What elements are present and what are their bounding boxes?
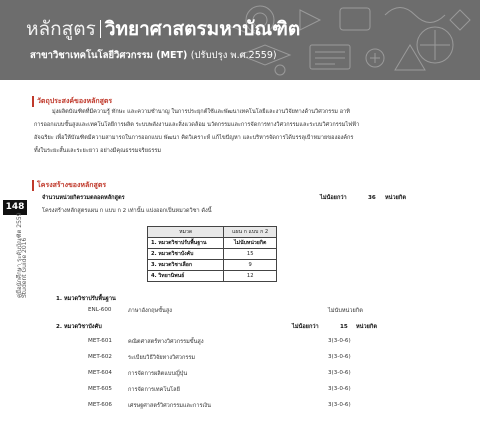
- header-banner: [0, 0, 480, 80]
- title-degree: วิทยาศาสตรมหาบัณฑิต: [104, 18, 301, 40]
- course-code: ENL-600: [88, 307, 112, 313]
- table-row: [148, 271, 277, 282]
- list-item: [88, 338, 468, 349]
- course-name: ระเบียบวิธีวิจัยทางวิศวกรรม: [128, 355, 196, 361]
- table-header-category: หมวด: [148, 227, 224, 238]
- section-2-min: ไม่น้อยกว่า: [292, 324, 319, 330]
- course-credit: 3(3-0-6): [328, 370, 351, 376]
- side-guide-text: [6, 212, 28, 308]
- side-guide-english: Student Guide 2016: [21, 237, 28, 298]
- table-cell-credits: 12: [224, 271, 277, 282]
- list-item: [88, 386, 468, 397]
- course-name: คณิตศาสตร์ทางวิศวกรรมขั้นสูง: [128, 339, 204, 345]
- course-code: MET-602: [88, 354, 112, 360]
- program-revision: (ปรับปรุง พ.ศ.2559): [190, 50, 277, 61]
- program-name: สาขาวิชาเทคโนโลยีวิศวกรรม (MET): [30, 50, 188, 61]
- course-name: เศรษฐศาสตร์วิศวกรรมและการเงิน: [128, 403, 211, 409]
- course-name: การจัดการเทคโนโลยี: [128, 387, 180, 393]
- title-divider: [100, 20, 101, 38]
- objective-line-2: การออกแบบขั้นสูงและเทคโนโลยีการผลิต ระบบพลังงานและสิ่งแวดล้อม นวัตกรรมและการจัดการทางวิศวกรรมและระบบวิศวกรรมไฟฟ้า: [34, 122, 360, 128]
- table-cell-credits: ไม่นับหน่วยกิต: [224, 238, 277, 249]
- side-guide-thai: คู่มือนักศึกษา ระดับบัณฑิต 2559: [16, 212, 23, 298]
- table-row: [148, 249, 277, 260]
- page-number: 148: [3, 200, 27, 215]
- list-item: [88, 307, 468, 318]
- course-credit: 3(3-0-6): [328, 386, 351, 392]
- table-cell-category: 2. หมวดวิชาบังคับ: [148, 249, 224, 260]
- table-cell-category: 1. หมวดวิชาปรับพื้นฐาน: [148, 238, 224, 249]
- course-code: MET-604: [88, 370, 112, 376]
- section-2-title: 2. หมวดวิชาบังคับ: [56, 324, 102, 330]
- table-header-plan: แผน ก แบบ ก 2: [224, 227, 277, 238]
- table-row: [148, 238, 277, 249]
- total-credits-value: 36: [368, 195, 376, 201]
- objective-line-1: มุ่งผลิตบัณฑิตที่มีความรู้ ทักษะ และความชำนาญ ในการประยุกต์ใช้และพัฒนาเทคโนโลยีและงานวิจัยทางด้านวิศวกรรม อาทิ: [52, 109, 350, 115]
- table-cell-category: 3. หมวดวิชาเลือก: [148, 260, 224, 271]
- list-item: [88, 402, 468, 413]
- objective-heading: วัตถุประสงค์ของหลักสูตร: [32, 96, 112, 107]
- course-credit: 3(3-0-6): [328, 354, 351, 360]
- course-code: MET-601: [88, 338, 112, 344]
- table-cell-credits: 9: [224, 260, 277, 271]
- table-cell-category: 4. วิทยานิพนธ์: [148, 271, 224, 282]
- course-credit: 3(3-0-6): [328, 338, 351, 344]
- section-2-unit: หน่วยกิต: [356, 324, 377, 330]
- course-name: ภาษาอังกฤษขั้นสูง: [128, 308, 173, 314]
- structure-note: โครงสร้างหลักสูตรแผน ก แบบ ก 2 เท่านั้น แบ่งออกเป็นหมวดวิชา ดังนี้: [42, 208, 212, 214]
- list-item: [88, 354, 468, 365]
- program-subtitle: [30, 48, 277, 63]
- total-credits-unit: หน่วยกิต: [385, 195, 406, 201]
- section-2-value: 15: [340, 324, 348, 330]
- objective-line-3: อัจฉริยะ เพื่อให้บัณฑิตมีความสามารถในการออกแบบ พัฒนา คิดวิเคราะห์ แก้ไขปัญหา และบริหารจัดการได้บรรลุเป้าหมายขององค์กร: [34, 135, 354, 141]
- title-prefix: หลักสูตร: [26, 18, 96, 40]
- objective-line-4: ทั้งในระยะสั้นและระยะยาว อย่างมีคุณธรรมจริยธรรม: [34, 148, 162, 154]
- table-cell-credits: 15: [224, 249, 277, 260]
- table-row: [148, 260, 277, 271]
- course-credit: ไม่นับหน่วยกิต: [328, 308, 363, 314]
- course-credit: 3(3-0-6): [328, 402, 351, 408]
- total-credits-min: ไม่น้อยกว่า: [320, 195, 347, 201]
- total-credits-label: จำนวนหน่วยกิตรวมตลอดหลักสูตร: [42, 195, 125, 201]
- list-item: [88, 370, 468, 381]
- section-1-title: 1. หมวดวิชาปรับพื้นฐาน: [56, 296, 116, 302]
- page-title: [26, 14, 300, 44]
- table-header-row: [148, 227, 277, 238]
- course-name: การจัดการผลิตแบบญี่ปุ่น: [128, 371, 188, 377]
- credit-structure-table: [147, 226, 277, 282]
- course-code: MET-606: [88, 402, 112, 408]
- side-tab: [0, 200, 26, 310]
- course-code: MET-605: [88, 386, 112, 392]
- structure-heading: โครงสร้างของหลักสูตร: [32, 180, 106, 191]
